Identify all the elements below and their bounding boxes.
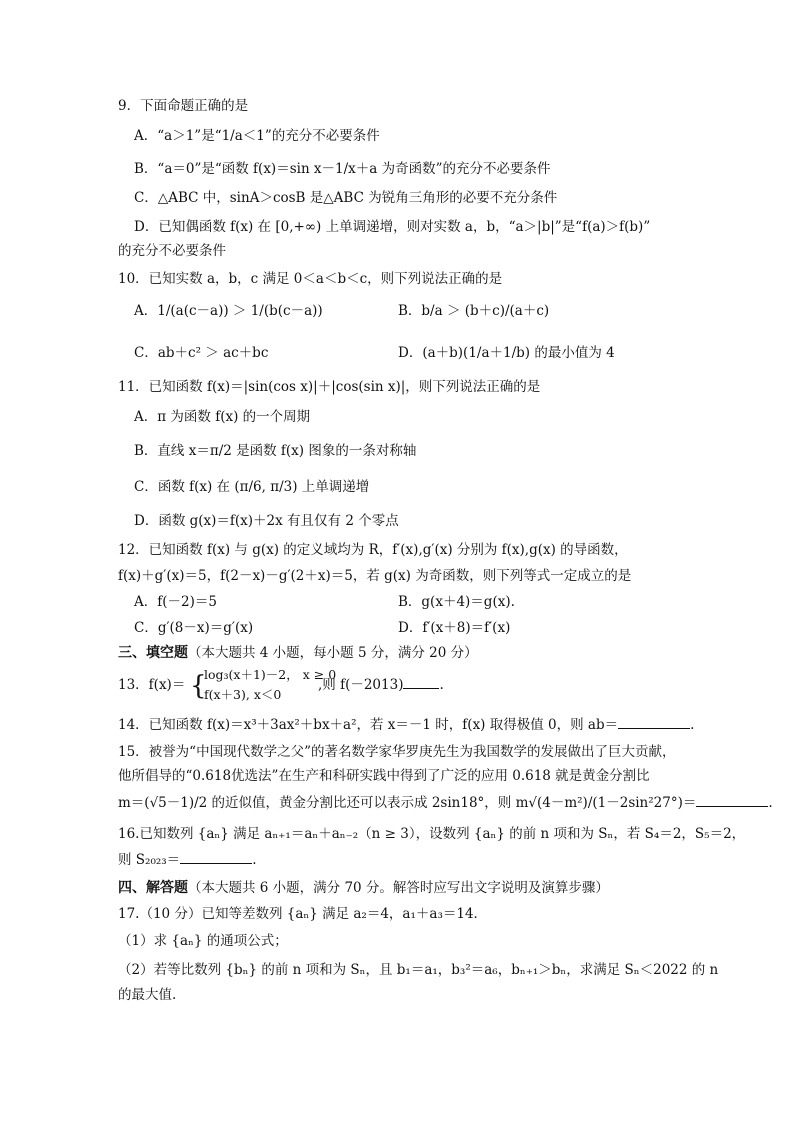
q17-part-2-cont: 的最大值. [118,987,177,1003]
q14-end: . [690,717,695,733]
q16-lead: 则 S₂₀₂₃＝ [118,852,181,868]
q13-answer-line [318,676,444,694]
q9-option-c: C．△ABC 中，sinA＞cosB 是△ABC 为锐角三角形的必要不充分条件 [134,190,558,206]
q13-case-1: log₃(x＋1)－2， x ≥ 0 [204,667,337,682]
q17-stem: 17.（10 分）已知等差数列 {aₙ} 满足 a₂＝4，a₁＋a₃＝14． [118,906,488,922]
q11-option-c: C．函数 f(x) 在 (π/6, π/3) 上单调递增 [134,479,370,495]
q13-blank[interactable] [403,676,439,689]
q12-stem-line2: f(x)＋g′(x)＝5，f(2－x)－g′(2＋x)＝5，若 g(x) 为奇函数，则下列等式一定成立的是 [118,568,632,584]
q10-stem: 10．已知实数 a，b，c 满足 0＜a＜b＜c，则下列说法正确的是 [118,271,503,287]
q16-line-2 [118,851,256,869]
q16-line-1: 16.已知数列 {aₙ} 满足 aₙ₊₁＝aₙ＋aₙ₋₂（n ≥ 3），设数列 {aₙ} 的前 n 项和为 Sₙ，若 S₄＝2，S₅＝2， [118,826,746,842]
q16-end: . [252,852,257,868]
q14-line [118,716,694,734]
q11-stem: 11．已知函数 f(x)＝|sin(cos x)|＋|cos(sin x)|，则下列说法正确的是 [118,379,541,395]
q10-option-c: C．ab＋c² ＞ ac＋bc [134,345,269,361]
q14-blank[interactable] [618,716,690,729]
q12-option-a: A．f(－2)＝5 [134,594,217,610]
q13-brace: { [190,671,207,701]
section-4-heading [118,879,609,897]
q9-option-b: B．“a＝0”是“函数 f(x)＝sin x－1/x＋a 为奇函数”的充分不必要条件 [134,161,551,177]
q15-line-3 [118,794,773,812]
q17-part-1: （1）求 {aₙ} 的通项公式； [118,933,288,949]
q12-stem-line1: 12．已知函数 f(x) 与 g(x) 的定义域均为 R，f′(x),g′(x) 分别为 f(x),g(x) 的导函数， [118,542,628,558]
q13-case-2: f(x＋3), x＜0 [204,687,282,702]
section-3-title: 三、填空题 [118,645,188,661]
section-4-title: 四、解答题 [118,880,188,896]
section-4-subtitle: （本大题共 6 小题，满分 70 分。解答时应写出文字说明及演算步骤） [188,880,609,896]
q9-stem: 9．下面命题正确的是 [118,98,249,114]
q12-option-d: D．f′(x＋8)＝f′(x) [398,620,511,636]
q13-lhs: 13．f(x)＝ [118,677,186,693]
q12-option-c: C．g′(8－x)＝g′(x) [134,620,254,636]
q16-blank[interactable] [180,851,252,864]
q10-option-a: A．1/(a(c－a)) ＞ 1/(b(c－a)) [134,303,323,319]
q9-option-d: D．已知偶函数 f(x) 在 [0,+∞) 上单调递增，则对实数 a，b，“a＞|b|”是“f(a)＞f(b)” [134,219,651,235]
q15-formula: m＝(√5－1)/2 的近似值，黄金分割比还可以表示成 2sin18°，则 m√(4－m²)/(1－2sin²27°)＝ [118,795,697,811]
q11-option-d: D．函数 g(x)＝f(x)＋2x 有且仅有 2 个零点 [134,513,399,529]
q10-option-b: B．b/a ＞ (b＋c)/(a＋c) [398,303,550,319]
q15-end: . [768,795,773,811]
section-3-heading [118,644,478,662]
q9-option-a: A．“a＞1”是“1/a＜1”的充分不必要条件 [134,128,380,144]
section-3-subtitle: （本大题共 4 小题，每小题 5 分，满分 20 分） [188,645,478,661]
q13-tail: ,则 f(－2013) [318,677,404,693]
q15-blank[interactable] [696,794,768,807]
q17-part-2: （2）若等比数列 {bₙ} 的前 n 项和为 Sₙ，且 b₁＝a₁，b₃²＝a₆，bₙ₊₁＞bₙ，求满足 Sₙ＜2022 的 n [118,962,719,978]
q13-end: . [439,677,444,693]
q11-option-a: A．π 为函数 f(x) 的一个周期 [134,409,311,425]
q10-option-d: D．(a＋b)(1/a＋1/b) 的最小值为 4 [398,345,615,361]
q11-option-b: B．直线 x＝π/2 是函数 f(x) 图象的一条对称轴 [134,443,417,459]
q9-option-d-cont: 的充分不必要条件 [118,243,226,259]
q15-line-1: 15．被誉为“中国现代数学之父”的著名数学家华罗庚先生为我国数学的发展做出了巨大贡献， [118,744,676,760]
q14-text: 14．已知函数 f(x)＝x³＋3ax²＋bx＋a²，若 x＝－1 时，f(x) 取得极值 0，则 ab＝ [118,717,619,733]
q12-option-b: B．g(x＋4)＝g(x). [398,594,515,610]
q15-line-2: 他所倡导的“0.618优选法”在生产和科研实践中得到了广泛的应用 0.618 就是黄金分割比 [118,768,650,784]
